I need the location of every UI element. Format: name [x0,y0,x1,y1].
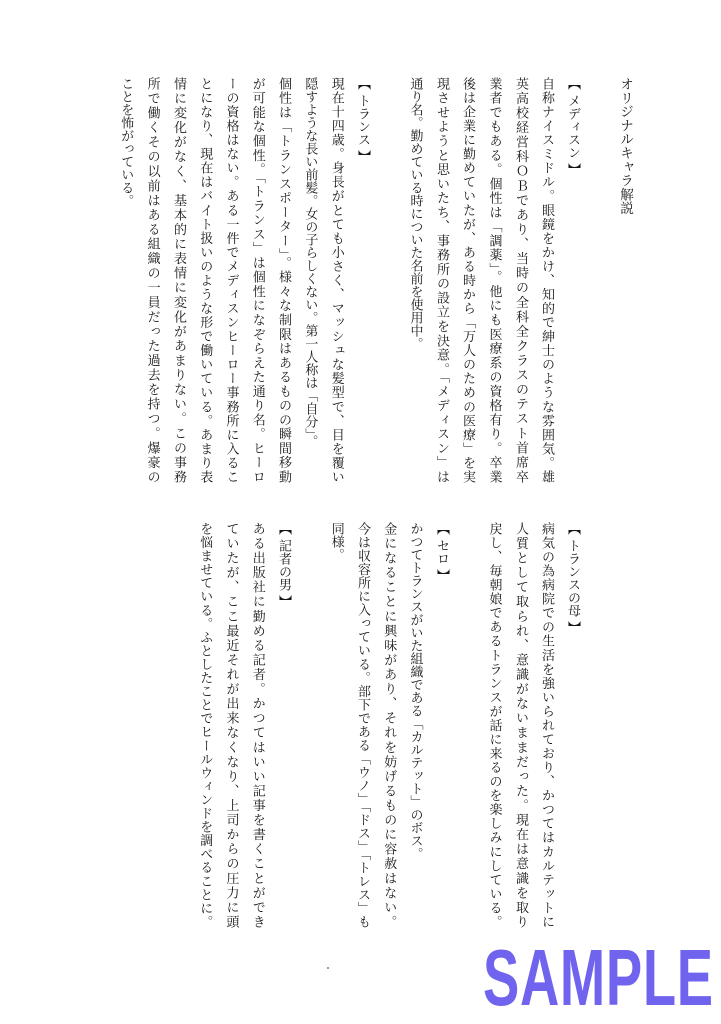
section-heading: 【 メディスン 】 [565,77,580,177]
section-text-line: 現させようと思いたち、事務所の設立を決意。「メディスン」は [434,77,449,483]
section-text-line: が可能な個性。「トランス」は個性になぞらえた通り名。ヒーロ [249,77,265,483]
section-text-line: 後は企業に勤めていたが、ある時から「万人のための医療」を実 [460,77,475,483]
section-text-line: 病気の為病院での生活を強いられており、かつてはカルテットに [539,522,554,928]
sample-watermark: SAMPLE [483,933,714,1022]
section-text-line: 所で働くその以前はある組織の一員だった過去を持つ。爆豪の [144,77,160,483]
section-text-line: 現在十四歳。身長がとても小さく、マッシュな髪型で、目を覆い [328,77,344,483]
section-text-line: 通り名。勤めている時についた名前を使用中。 [407,77,423,350]
section-text-line: 個性は「トランスポーター」。様々な制限はあるものの瞬間移動 [276,77,291,483]
section-text-line: ある出版社に勤める記者。かつてはいい記事を書くことができ [249,522,265,928]
section-heading: 【 トランスの母 】 [565,522,580,635]
page-title: オリジナルキャラ解説 [617,77,633,215]
page-mark [327,967,329,969]
section-text-line: とになり、現在はバイト扱いのような形で働いている。あまり表 [197,77,213,483]
section-text-line: 英高校経営科ＯＢであり、当時の全科全クラスのテスト首席卒 [513,77,528,483]
section-text-line: 同様。 [328,522,344,561]
section-text-line: 金になることに興味があり、それを妨げるものに容赦はない。 [381,522,397,928]
section-text-line: 自称ナイスミドル。眼鏡をかけ、知的で紳士のような雰囲気。雄 [539,77,554,483]
section-text-line: 情に変化がなく、基本的に表情に変化があまりない。この事務 [171,77,186,483]
section-text-line: ていたが、ここ最近それが出来なくなり、上司からの圧力に頭 [223,522,239,928]
section-text-line: 今は収容所に入っている。部下である「ウノ」「ドス」「トレス」も [355,522,370,928]
section-heading: 【 記者の男 】 [276,522,291,609]
section-heading: 【 トランス 】 [355,77,370,164]
section-heading: 【 セロ 】 [434,522,449,583]
section-text-line: 戻し、毎朝娘であるトランスが話に来るのを楽しみにしている。 [486,522,502,928]
section-text-line: かつてトランスがいた組織である「カルテット」のボス。 [407,522,423,860]
section-text-line: ーの資格はない。ある一件でメディスンヒーロー事務所に入るこ [223,77,239,483]
section-text-line: 人質として取られ、意識がないままだった。現在は意識を取り [513,522,528,928]
section-text-line: ことを怖がっている。 [118,77,134,207]
section-text-line: を悩ませている。ふとしたことでヒールウィンドを調べることに。 [197,522,213,928]
section-text-line: 隠すような長い前髪。女の子らしくない。第一人称は「自分」。 [302,77,318,448]
section-text-line: 業者でもある。個性は「調薬」。他にも医療系の資格有り。卒業 [486,77,502,483]
